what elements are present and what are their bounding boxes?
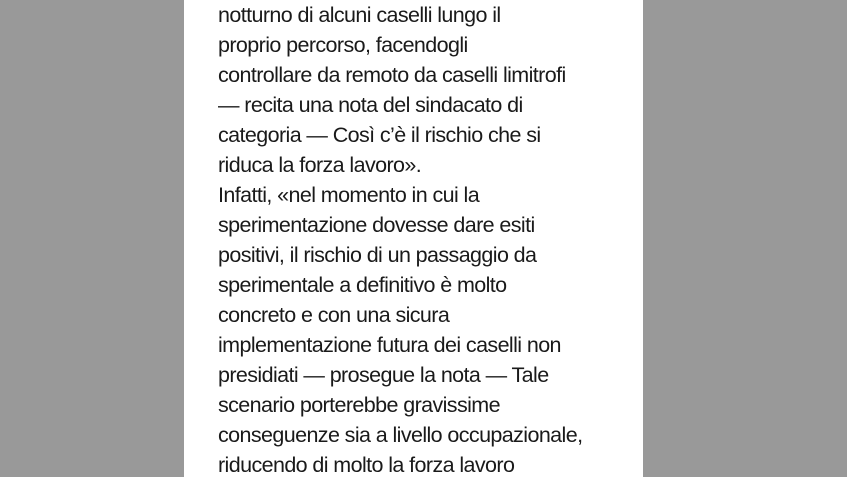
article-body-text [218,0,618,477]
article-text-line: — recita una nota del sindacato di [218,93,523,117]
article-page[interactable] [184,0,643,477]
article-text-line: conseguenze sia a livello occupazionale, [218,423,583,447]
article-text-line: Infatti, «nel momento in cui la [218,183,480,207]
article-text-line: categoria — Così c’è il rischio che si [218,123,541,147]
article-text-line: notturno di alcuni caselli lungo il [218,3,501,27]
article-text-line: concreto e con una sicura [218,303,450,327]
article-text-line: scenario porterebbe gravissime [218,393,500,417]
article-text-line: proprio percorso, facendogli [218,33,468,57]
article-text-line: riducendo di molto la forza lavoro [218,453,515,477]
article-text-line: presidiati — prosegue la nota — Tale [218,363,549,387]
article-text-line: sperimentale a definitivo è molto [218,273,507,297]
article-text-line: riduca la forza lavoro». [218,153,422,177]
article-text-line: controllare da remoto da caselli limitrofi [218,63,566,87]
article-text-line: sperimentazione dovesse dare esiti [218,213,535,237]
article-text-line: positivi, il rischio di un passaggio da [218,243,537,267]
article-text-line: implementazione futura dei caselli non [218,333,561,357]
